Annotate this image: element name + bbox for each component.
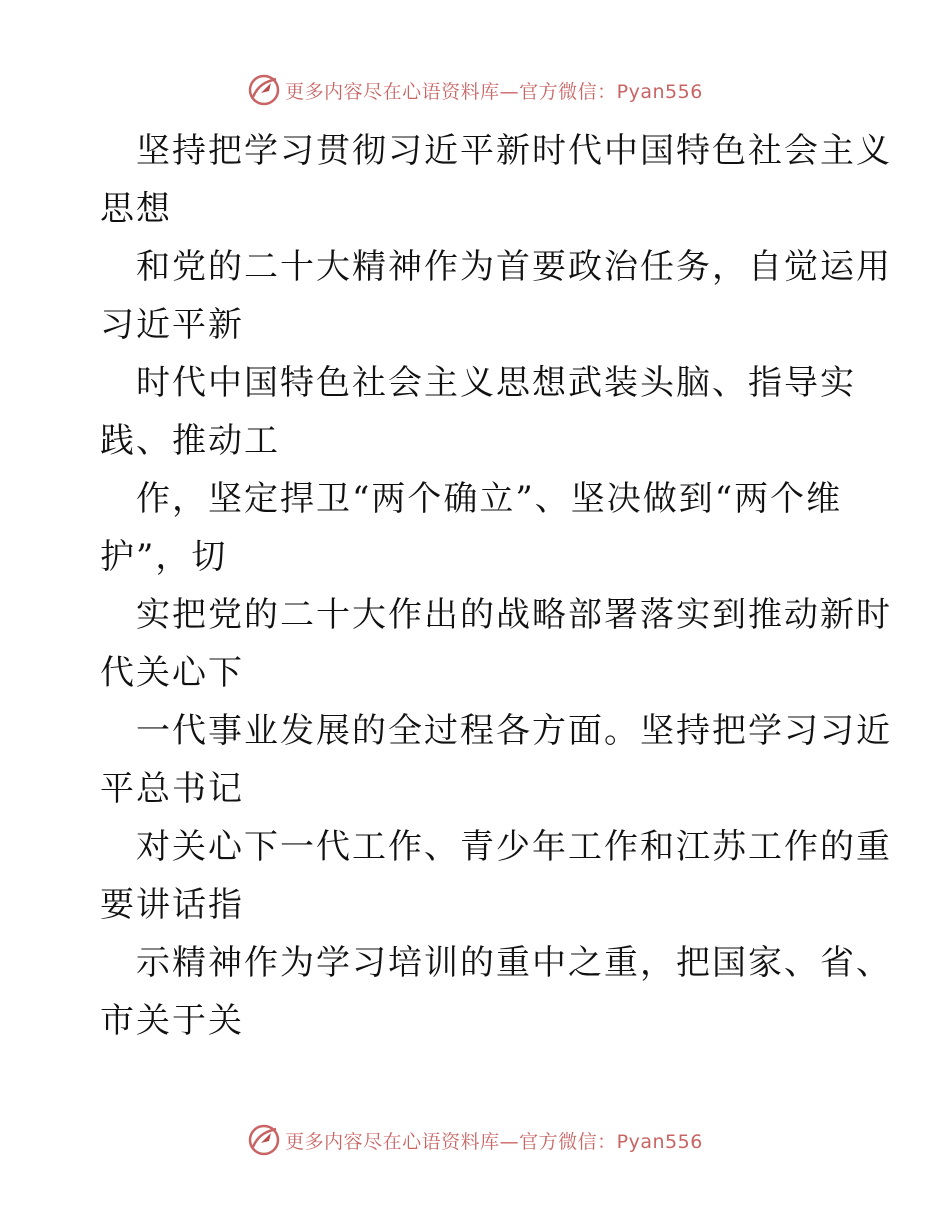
text-line: 护”，切 xyxy=(100,537,228,577)
header-banner xyxy=(0,70,950,110)
text-line: 代关心下 xyxy=(100,653,244,693)
text-line: 示精神作为学习培训的重中之重，把国家、省、 xyxy=(136,943,892,983)
text-line: 要讲话指 xyxy=(100,885,244,925)
document-body xyxy=(100,122,892,1050)
text-line: 习近平新 xyxy=(100,305,244,345)
footer-banner xyxy=(0,1120,950,1160)
text-line: 践、推动工 xyxy=(100,421,280,461)
text-line: 平总书记 xyxy=(100,769,244,809)
pen-nib-swirl-icon xyxy=(247,1123,281,1157)
text-line: 对关心下一代工作、青少年工作和江苏工作的重 xyxy=(136,827,892,867)
footer-banner-text: 更多内容尽在心语资料库—官方微信：Pyan556 xyxy=(285,1130,703,1153)
text-line: 和党的二十大精神作为首要政治任务，自觉运用 xyxy=(136,247,892,287)
text-line: 市关于关 xyxy=(100,1001,244,1041)
pen-nib-swirl-icon xyxy=(247,73,281,107)
text-line: 作，坚定捍卫“两个确立”、坚决做到“两个维 xyxy=(136,479,843,519)
text-line: 思想 xyxy=(100,189,172,229)
header-banner-text: 更多内容尽在心语资料库—官方微信：Pyan556 xyxy=(285,80,703,103)
text-line: 实把党的二十大作出的战略部署落实到推动新时 xyxy=(136,595,892,635)
text-line: 坚持把学习贯彻习近平新时代中国特色社会主义 xyxy=(136,131,892,171)
text-line: 时代中国特色社会主义思想武装头脑、指导实 xyxy=(136,363,856,403)
text-line: 一代事业发展的全过程各方面。坚持把学习习近 xyxy=(136,711,892,751)
